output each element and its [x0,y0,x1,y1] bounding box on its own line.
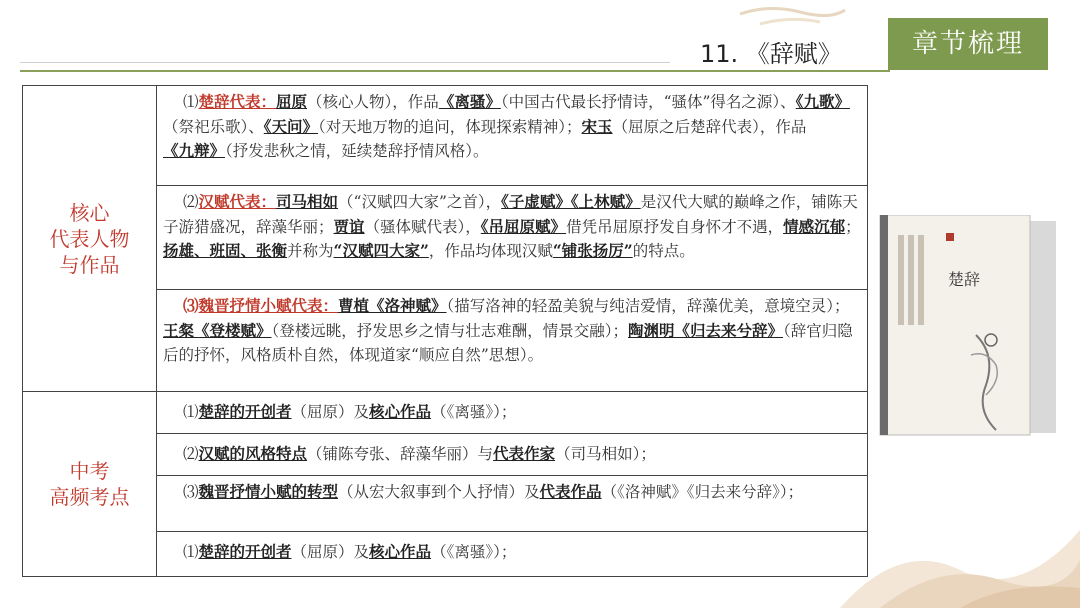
chapter-tab: 章节梳理 [888,18,1048,70]
section-label-line: 高频考点 [49,485,130,509]
text: ； [845,217,861,236]
row-weijin [157,290,867,392]
text: （抒发悲秋之情，延续楚辞抒情风格）。 [225,142,489,160]
work: 《吊屈原赋》 [480,216,567,236]
text: （铺陈夸张、辞藻华丽）与 [307,445,494,463]
row-number: ⑴ [183,93,199,111]
book-cover-image [876,215,1062,439]
text: （核心人物），作品 [307,93,439,111]
book-title-char: 楚辞 [948,270,981,289]
text: （《离骚》）； [431,543,517,561]
row-hanfu [157,186,867,290]
work: 《上林赋》 [570,192,641,211]
work: 《离骚》 [438,92,501,111]
exam-row [157,434,867,476]
section-label-line: 与作品 [59,252,120,277]
work: 《九辩》 [163,141,226,160]
text: （骚体赋代表）， [364,217,481,236]
keypoint: 代表作品 [539,482,602,501]
text: （屈原）及 [291,403,370,421]
text: 借凭吊屈原抒发自身怀才不遇， [566,217,784,236]
page-title: 11. 《辞赋》 [700,40,842,68]
exam-row [157,392,867,434]
row-number: ⑴ [183,543,199,561]
section-label-line: 中考 [69,459,110,483]
work: 《天问》 [263,116,319,136]
text: （“汉赋四大家”之首）， [338,193,502,211]
author: 扬雄、班固、张衡 [163,241,288,260]
header-rule-thin [20,62,670,63]
keypoint: 楚辞的开创者 [198,542,292,561]
text: （《离骚》）； [431,403,517,421]
row-heading: 魏晋抒情小赋代表： [198,296,339,315]
work: 曹植《洛神赋》 [338,296,447,315]
work: 王粲《登楼赋》 [163,320,272,340]
work: 陶渊明《归去来兮辞》 [628,320,784,340]
exam-row [157,476,867,532]
decorative-hills [840,470,1080,608]
work: 《九歌》 [795,92,850,111]
section-label-core [23,86,157,392]
keyword: “汉赋四大家” [333,241,429,260]
row-number: ⑵ [183,445,199,463]
author: 宋玉 [581,116,613,136]
text: （从宏大叙事到个人抒情）及 [338,483,540,501]
keypoint: 代表作家 [493,444,556,463]
row-number: ⑴ [183,403,199,421]
text: （司马相如）； [555,445,656,463]
keypoint: 核心作品 [369,542,432,561]
row-heading: 楚辞代表： [198,92,277,111]
keyword: “铺张扬厉” [552,241,633,260]
keypoint: 魏晋抒情小赋的转型 [198,482,339,501]
text: （屈原之后楚辞代表），作品 [612,117,807,136]
text: ，作品均体现汉赋 [428,242,553,260]
row-chuci [157,86,867,186]
text: （登楼远眺，抒发思乡之情与壮志难酬，情景交融）； [271,321,629,340]
text: （对天地万物的追问，体现探索精神）； [318,117,582,136]
author: 屈原 [276,92,308,111]
section-label-line: 代表人物 [49,226,130,251]
row-heading: 汉赋代表： [198,192,277,211]
text: （辞官归隐后的抒怀，风格质朴自然，体现道家“顺应自然”思想）。 [163,321,853,364]
header-rule [20,70,890,72]
section-label-line: 核心 [69,200,110,225]
text: （描写洛神的轻盈美貌与纯洁爱情，辞藻优美，意境空灵）； [446,297,850,315]
section-label-exam [23,392,157,576]
work: 《子虚赋》 [501,192,571,211]
row-number: ⑶ [183,483,199,501]
text: （《洛神赋》《归去来兮辞》）； [601,483,804,501]
author: 贾谊 [333,216,365,236]
keypoint: 核心作品 [369,402,432,421]
content-table [22,85,868,577]
keypoint: 汉赋的风格特点 [198,444,308,463]
keypoint: 楚辞的开创者 [198,402,292,421]
row-number: ⑶ [183,296,199,315]
text: （祭祀乐歌）、 [163,117,264,136]
exam-row [157,532,867,576]
text: 是汉代大赋的巅峰之作，铺陈天子游猎盛况，辞藻华丽； [163,193,858,236]
author: 司马相如 [276,192,339,211]
text: 并称为 [287,242,334,260]
text: （中国古代最长抒情诗，“骚体”得名之源）、 [500,93,796,111]
row-number: ⑵ [183,193,199,211]
text: （屈原）及 [291,543,370,561]
keyword: 情感沉郁 [783,216,846,236]
text: 的特点。 [632,242,695,260]
